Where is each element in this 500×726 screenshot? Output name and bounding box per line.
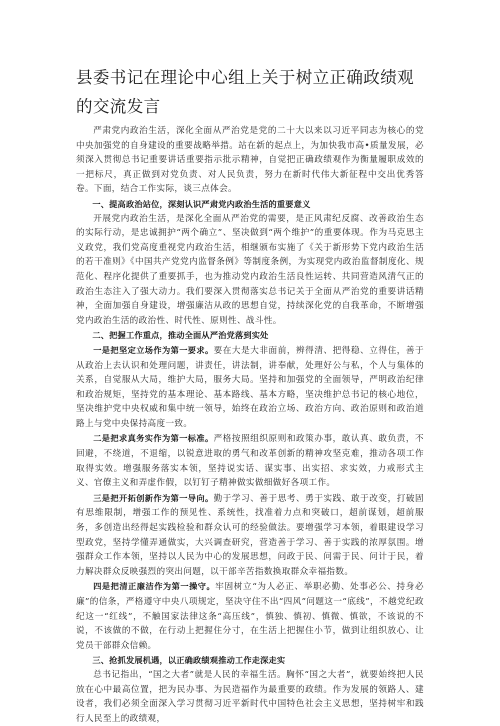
section-3-paragraph: 总书记指出，“国之大者”就是人民的幸福生活。胸怀“国之大者”，就要始终把人民放在心中最高位置，把为民办事、为民造福作为最重要的政绩。作为发展的领路人、建设者，我们必须全面深入学习贯彻习近平新时代中国特色社会主义思想，坚持树牢和践行人民至上的政绩观，	[76, 669, 424, 724]
section-heading-1: 一、提高政治站位，深刻认识严肃党内政治生活的重要意义	[92, 198, 311, 209]
document-title: 县委书记在理论中心组上关于树立正确政绩观的交流发言	[76, 68, 414, 116]
point-2-paragraph	[76, 431, 424, 490]
point-3-body: 勤于学习、善于思考、勇于实践、敢于改变，打破固有思维限制，增强工作的预见性、系统性，找准着力点和突破口，超前谋划，超前服务，多创造出经得起实践检验和群众认可的经验做法。要增强学习本领，着眼建设学习型政党，坚持学懂弄通做实，大兴调查研究，营造善于学习、善于实践的浓厚氛围。增强群众工作本领，坚持以人民为中心的发展思想，问政于民、问需于民、问计于民，着力解决群众反映强烈的突出问题，以干部辛苦指数换取群众幸福指数。	[76, 493, 424, 577]
point-1-body: 要在大是大非面前，辨得清、把得稳、立得住，善于从政治上去认识和处理问题，讲责任，讲法制，讲奉献，处理好公与私，个人与集体的关系，自觉服从大局，维护大局，服务大局。坚持和加强党的全面领导，严明政治纪律和政治规矩，坚持党的基本理论、基本路线、基本方略，坚决维护总书记的核心地位，坚决维护党中央权威和集中统一领导，始终在政治立场、政治方向、政治原则和政治道路上与党中央保持高度一致。	[76, 345, 424, 429]
point-3-lead: 三是把开拓创新作为第一导向。	[93, 492, 214, 503]
point-4-lead: 四是把清正廉洁作为第一操守。	[93, 581, 216, 592]
point-4-body: 牢固树立“为人必正、举职必勤、处事必公、持身必廉”的信条，严格遵守中央八项规定，坚决守住不出“四风”问题这一“底线”，不越党纪政纪这一“红线”，不触国家法律这条“高压线”，慎独、慎初、慎微、慎欲，不该说的不说，不该做的不做，在行动上把握住分寸，在生活上把握住小节，做到让组织放心、让党员干部群众信赖。	[76, 582, 424, 651]
point-1-paragraph	[76, 343, 424, 432]
point-1-lead: 一是把坚定立场作为第一要求。	[93, 344, 214, 355]
point-3-paragraph	[76, 491, 424, 580]
section-1-paragraph: 开展党内政治生活，是深化全面从严治党的需要，是正风肃纪反腐、改善政治生态的实际行动，是忠诚拥护“两个确立”、坚决做到“两个维护”的重要体现。作为马克思主义政党，我们党高度重视党内政治生活，相继颁布实施了《关于新形势下党内政治生活的若干准则》《中国共产党党内监督条例》等制度条例，为实现党内政治监督制度化、规范化、程序化提供了重要抓手，也为推动党内政治生活良性运转、共同营造风清气正的政治生态注入了强大动力。我们要深入贯彻落实总书记关于全面从严治党的重要讲话精神，全面加强自身建设，增强廉洁从政的思想自觉，持续深化党的自我革命，不断增强党内政治生活的政治性、时代性、原则性、战斗性。	[76, 213, 424, 326]
point-4-paragraph	[76, 579, 424, 653]
section-heading-3: 三、抢抓发展机遇，以正确政绩观推动工作走深走实	[92, 655, 286, 666]
section-heading-2: 二、把握工作重点，推动全面从严治党落到实处	[92, 330, 269, 341]
point-2-lead: 二是把求真务实作为第一标准。	[93, 433, 214, 444]
intro-paragraph: 严肃党内政治生活，深化全面从严治党是党的二十大以来以习近平同志为核心的党中央加强党的自身建设的重要战略举措。站在新的起点上，为加快我市高•质量发展，必须深入贯彻总书记重要讲话重要指示批示精神，自觉把正确政绩观作为衡量履职成效的一把标尺，真正做到对党负责、对人民负责，努力在新时代伟大新征程中交出优秀答卷。下面，结合工作实际，谈三点体会。	[76, 126, 424, 195]
point-2-body: 严格按照组织原则和政策办事，敢认真、敢负责，不回避，不绕道，不退缩，以锐意进取的勇气和改革创新的精神攻坚克难，推动各项工作取得实效。增强服务落实本领，坚持说实话、谋实事、出实招、求实效，力戒形式主义、官僚主义和弄虚作假，以钉钉子精神做实做细做好各项工作。	[76, 434, 424, 489]
